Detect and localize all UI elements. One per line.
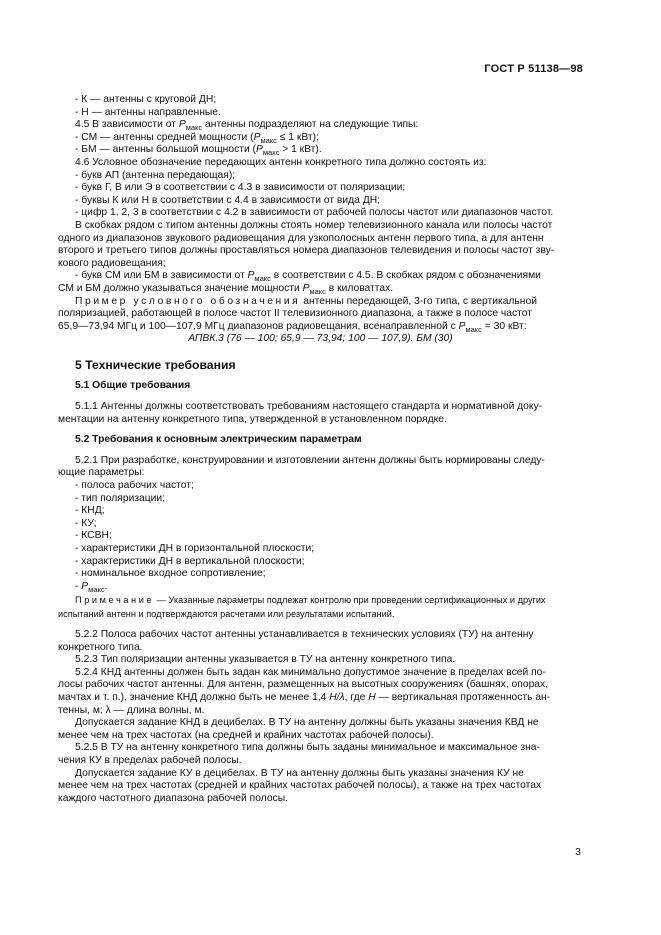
text: - букв СМ или БМ в зависимости от	[75, 270, 248, 282]
paragraph-line: лосы рабочих частот антенны. Для антенн, размещенных на высотных сооружениях (башнях, опорах,	[58, 679, 549, 691]
list-item: - букв Г, В или Э в соответствии с 4.3 в зависимости от поляризации;	[75, 182, 406, 194]
paragraph-line: конкретного типа.	[58, 641, 143, 653]
p-symbol: P	[178, 119, 186, 131]
p-symbol: P	[458, 320, 466, 332]
note-line: испытаний антенн и подтверждаются расчетами или результатами испытаний.	[58, 609, 395, 620]
param-item-pmax	[58, 581, 583, 594]
list-item-sm	[58, 132, 583, 145]
paragraph-line: менее чем на трех частотах (средней и крайних частотах рабочей полосы), а также на трех частотах	[58, 780, 542, 792]
p-symbol: P	[247, 270, 255, 282]
standard-header: ГОСТ Р 51138—98	[484, 63, 583, 75]
text: - СМ — антенны средней мощности (	[75, 131, 254, 143]
paragraph-line: кового радиовещания;	[58, 257, 166, 269]
list-item: - Н — антенны направленные.	[75, 106, 221, 118]
paragraph-line: чения КУ в пределах рабочей полосы.	[58, 754, 242, 766]
paragraph-line: 5.2.5 В ТУ на антенну конкретного типа должны быть заданы минимальное и максимальное зна-	[75, 742, 540, 754]
note-line	[58, 595, 583, 607]
param-item: - тип поляризации;	[75, 492, 166, 504]
p-symbol: P	[302, 282, 310, 294]
paragraph-line: 5.2.1 При разработке, конструировании и изготовлении антенн должны быть нормированы следу-	[75, 454, 545, 466]
paragraph-line: тенны, м; λ — длина волны, м.	[58, 704, 205, 716]
param-item: - полоса рабочих частот;	[75, 480, 194, 492]
p-symbol: P	[256, 144, 263, 156]
text: антенны передающей, 3-го типа, с вертикальной	[300, 295, 537, 307]
paragraph-line: Допускается задание КНД в децибелах. В ТУ на антенну должны быть указаны значения КВД не	[75, 717, 539, 729]
text: в соответствии с 4.5. В скобках рядом с обозначениями	[270, 270, 541, 282]
list-item: - К — антенны с круговой ДН;	[75, 94, 217, 105]
paragraph-line: второго и третьего типов должны проставляться номера диапазонов телевидения и полосы частот зву-	[58, 245, 555, 257]
subscript: макс	[254, 274, 271, 284]
clause-4-6: 4.6 Условное обозначение передающих антенн конкретного типа должно состоять из:	[75, 156, 487, 168]
paragraph-line: 5.2.4 КНД антенны должен быть задан как минимально допустимое значение в пределах всей по-	[75, 666, 546, 678]
text: - БМ — антенны большой мощности (	[75, 144, 256, 156]
p-symbol: P	[253, 131, 261, 143]
page-body	[58, 94, 583, 805]
list-item: - буквы К или Н в соответствии с 4.4 в зависимости от вида ДН;	[75, 194, 380, 206]
text: мачтах и т. п.), значение КНД должно быть не менее 1,4	[58, 691, 330, 703]
formula-h: H	[368, 691, 376, 703]
text: -	[75, 580, 82, 592]
paragraph-line	[58, 283, 583, 296]
text: СМ и БМ должно указываться значение мощности	[58, 282, 303, 294]
text: в киловаттах.	[325, 282, 394, 294]
paragraph-line: ющие параметры:	[58, 467, 145, 479]
subscript: макс	[309, 286, 326, 296]
clause-4-5	[58, 119, 583, 132]
list-item: - букв АП (антенна передающая);	[75, 169, 236, 181]
param-item: - характеристики ДН в вертикальной плоскости;	[75, 555, 305, 567]
paragraph-line	[58, 692, 583, 705]
paragraph-line: ментации на антенну конкретного типа, утвержденной в установленном порядке.	[58, 413, 447, 425]
example-label: Пример условного обозначения	[75, 295, 301, 307]
paragraph-line: В скобках рядом с типом антенны должны стоять номер телевизионного канала или полосы частот	[75, 219, 553, 231]
param-item: - характеристики ДН в горизонтальной плоскости;	[75, 543, 315, 554]
paragraph-line: 5.2.2 Полоса рабочих частот антенны устанавливается в технических условиях (ТУ) на антенну	[75, 628, 534, 640]
paragraph-line: 5.1.1 Антенны должны соответствовать требованиям настоящего стандарта и нормативной доку-	[75, 401, 543, 413]
subscript: макс	[465, 324, 482, 334]
section-title: 5 Технические требования	[75, 357, 236, 372]
text: — вертикальная протяженность ан-	[375, 691, 551, 703]
paragraph-line: Допускается задание КУ в децибелах. В ТУ на антенну должны быть указаны значения КУ не	[75, 767, 524, 779]
param-item: - КСВН;	[75, 530, 112, 542]
subsection-title: 5.1 Общие требования	[75, 380, 191, 392]
subscript: макс	[262, 148, 280, 158]
subscript: макс	[260, 135, 277, 145]
list-item-sm-bm	[58, 270, 583, 283]
example-line	[58, 296, 583, 309]
example-line	[58, 321, 583, 334]
text: — Указанные параметры подлежат контролю при проведении сертификационных и других	[154, 595, 546, 606]
subscript: макс	[185, 123, 203, 133]
text: , где	[344, 691, 369, 703]
text: .	[104, 580, 108, 592]
text: 4.5 В зависимости от	[75, 119, 179, 131]
list-item-bm	[58, 144, 583, 157]
paragraph-line: одного из диапазонов звукового радиовещания для узкополосных антенн первого типа, а для антенн	[58, 232, 544, 244]
list-item: - цифр 1, 2, 3 в соответствии с 4.2 в зависимости от рабочей полосы частот или диапазонов частот.	[75, 207, 554, 219]
designation-formula: АПВК.3 (76 — 100; 65,9 — 73,94; 100 — 107,9). БМ (30)	[188, 333, 453, 345]
paragraph-line: менее чем на трех частотах (на средней и крайних частотах рабочей полосы).	[58, 729, 434, 741]
subsection-title: 5.2 Требования к основным электрическим параметрам	[75, 434, 362, 446]
example-line: поляризацией, работающей в полосе частот II телевизионного диапазона, а также в полосе частот	[58, 308, 532, 320]
text: ≤ 1 кВт);	[276, 131, 319, 143]
text: антенны подразделяют на следующие типы:	[202, 119, 419, 131]
param-item: - номинальное входное сопротивление;	[75, 568, 266, 580]
text: = 30 кВт:	[481, 320, 527, 332]
paragraph-line: каждого частотного диапазона рабочей полосы.	[58, 792, 288, 804]
page-number: 3	[575, 846, 581, 858]
note-label: Примечание	[75, 595, 155, 606]
param-item: - КНД;	[75, 505, 105, 517]
paragraph-line: 5.2.3 Тип поляризации антенны указывается в ТУ на антенну конкретного типа.	[75, 654, 456, 666]
formula-ratio: H/λ	[329, 691, 345, 703]
subscript: макс	[88, 584, 105, 594]
param-item: - КУ;	[75, 517, 97, 529]
p-symbol: P	[81, 580, 89, 592]
text: > 1 кВт).	[279, 144, 322, 156]
text: 65,9—73,94 МГц и 100—107,9 МГц диапазонов радиовещания, всенаправленной с	[58, 320, 459, 332]
